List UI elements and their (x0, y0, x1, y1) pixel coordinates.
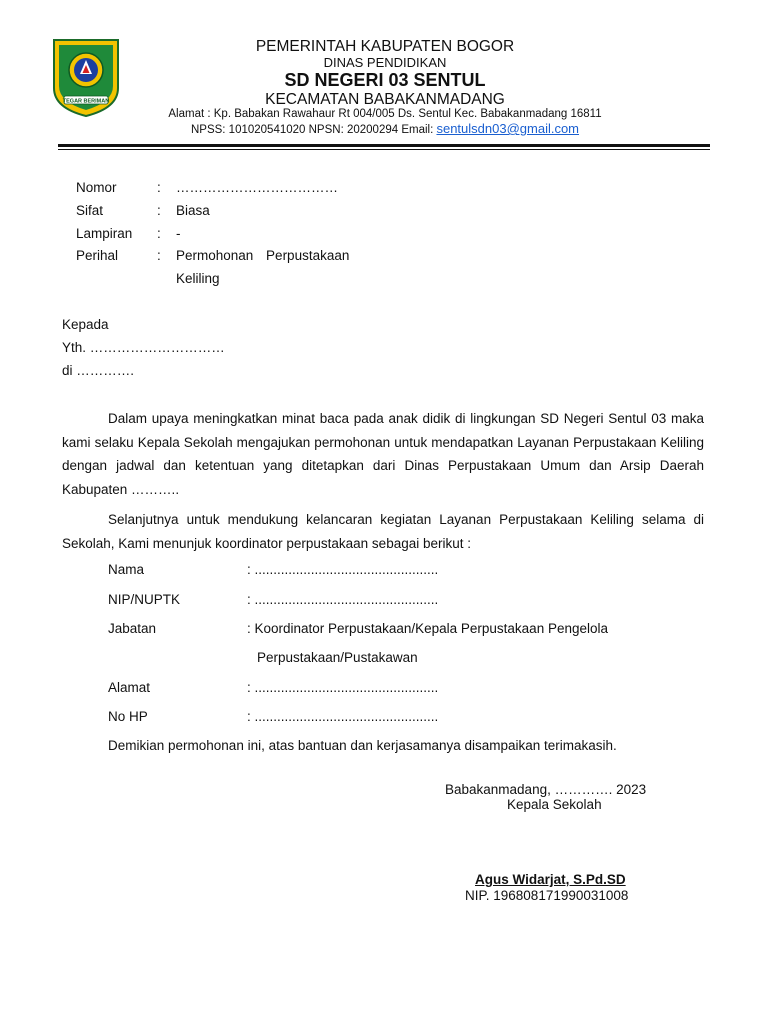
meta-label-perihal: Perihal (76, 248, 119, 263)
meta-sep-nomor: : (157, 180, 161, 195)
coordinator-label-nama: Nama (108, 562, 145, 577)
letterhead-address: Alamat : Kp. Babakan Rawahaur Rt 004/005 Ds. Sentul Kec. Babakanmadang 16811 (168, 108, 602, 120)
meta-sep-sifat: : (157, 203, 161, 218)
letterhead-school-name: SD NEGERI 03 SENTUL (284, 70, 486, 90)
recipient-yth: Yth. ………………………… (62, 340, 225, 355)
meta-value-lampiran: - (176, 226, 181, 241)
meta-value-nomor: ……………………………… (176, 180, 338, 195)
coordinator-label-nohp: No HP (108, 709, 148, 724)
recipient-di: di …………. (62, 363, 135, 378)
meta-sep-perihal: : (157, 248, 161, 263)
signature-nip: NIP. 196808171990031008 (465, 888, 629, 903)
coordinator-value-nohp: : ................................................. (247, 709, 439, 724)
coordinator-value-jabatan: : Koordinator Perpustakaan/Kepala Perpustakaan Pengelola (247, 621, 608, 636)
body-paragraph-2: Selanjutnya untuk mendukung kelancaran kegiatan Layanan Perpustakaan Keliling selama di Sekolah, Kami menunjuk koordinator perpustakaan sebagai berikut : (62, 512, 704, 551)
signature-place-date: Babakanmadang, …………. 2023 (445, 782, 647, 797)
coordinator-value-nama: : ................................................. (247, 562, 439, 577)
coordinator-value-jabatan-cont: Perpustakaan/Pustakawan (257, 650, 418, 665)
signature-name: Agus Widarjat, S.Pd.SD (475, 872, 626, 887)
body-paragraph-1: Dalam upaya meningkatkan minat baca pada anak didik di lingkungan SD Negeri Sentul 03 maka kami selaku Kepala Sekolah mengajukan permohonan untuk mendapatkan Layanan Perpustakaan Keliling dengan jadwal dan ketentuan yang ditetapkan dari Dinas Perpustakaan Umum dan Arsip Daerah Kabupaten ……….. (62, 411, 704, 497)
signature-position: Kepala Sekolah (507, 797, 602, 812)
letterhead-agency: DINAS PENDIDIKAN (323, 55, 447, 70)
svg-text:TEGAR BERIMAN: TEGAR BERIMAN (62, 98, 110, 105)
coordinator-label-nip: NIP/NUPTK (108, 592, 181, 607)
letterhead-rule-thin (58, 149, 710, 150)
meta-value-perihal: Permohonan Perpustakaan (176, 248, 350, 263)
coordinator-value-nip: : ................................................. (247, 592, 439, 607)
letterhead-ids (130, 121, 640, 136)
letterhead-government: PEMERINTAH KABUPATEN BOGOR (255, 38, 515, 55)
letterhead-rule-thick (58, 144, 710, 147)
email-link[interactable]: sentulsdn03@gmail.com (436, 121, 580, 136)
letterhead-district: KECAMATAN BABAKANMADANG (265, 91, 505, 108)
closing-sentence: Demikian permohonan ini, atas bantuan dan kerjasamanya disampaikan terimakasih. (108, 738, 617, 753)
meta-label-sifat: Sifat (76, 203, 104, 218)
kabupaten-bogor-logo-icon (50, 36, 122, 118)
recipient-kepada: Kepada (62, 317, 109, 332)
meta-sep-lampiran: : (157, 226, 161, 241)
letterhead-ids-text: NPSS: 101020541020 NPSN: 20200294 Email: (190, 124, 437, 136)
meta-label-lampiran: Lampiran (76, 226, 133, 241)
coordinator-label-alamat: Alamat (108, 680, 151, 695)
meta-value-perihal-cont: Keliling (176, 271, 220, 286)
meta-value-sifat: Biasa (176, 203, 210, 218)
coordinator-value-alamat: : ................................................. (247, 680, 439, 695)
meta-label-nomor: Nomor (76, 180, 117, 195)
coordinator-label-jabatan: Jabatan (108, 621, 157, 636)
